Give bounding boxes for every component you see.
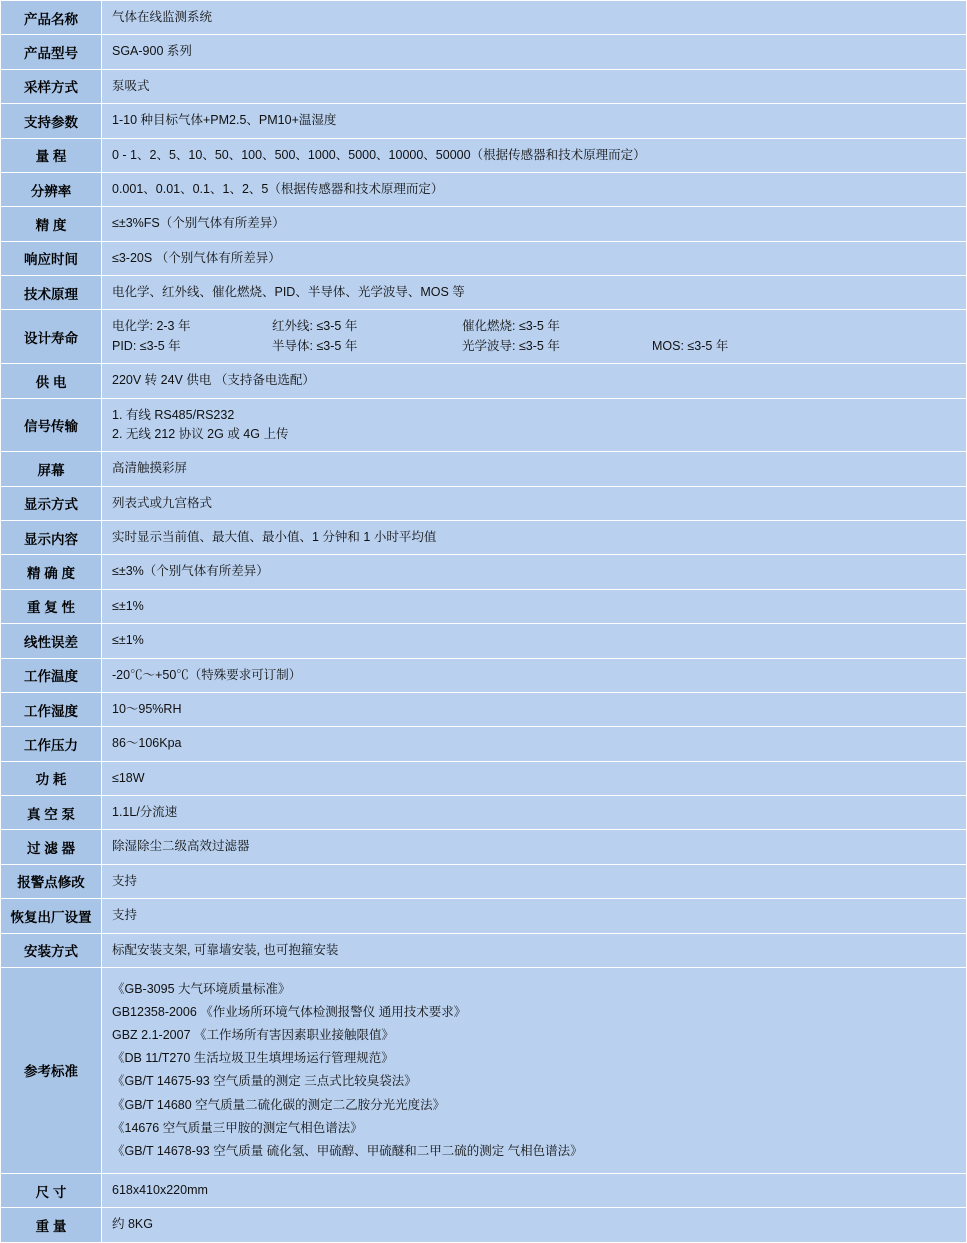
row-value-alarm-point-modification bbox=[102, 864, 967, 898]
row-label-linearity-error: 线性误差 bbox=[1, 624, 102, 658]
row-label-sampling-method: 采样方式 bbox=[1, 69, 102, 103]
table-row bbox=[1, 761, 967, 795]
row-label-supported-parameters: 支持参数 bbox=[1, 104, 102, 138]
table-row bbox=[1, 276, 967, 310]
table-row bbox=[1, 967, 967, 1173]
value-line: 电化学、红外线、催化燃烧、PID、半导体、光学波导、MOS 等 bbox=[112, 285, 465, 299]
design-life-cell: PID: ≤3-5 年 bbox=[112, 338, 181, 353]
table-row bbox=[1, 364, 967, 398]
row-value-power-supply bbox=[102, 364, 967, 398]
row-label-alarm-point-modification: 报警点修改 bbox=[1, 864, 102, 898]
design-life-cell: 催化燃烧: ≤3-5 年 bbox=[462, 319, 560, 334]
row-value-reference-standard bbox=[102, 967, 967, 1173]
row-label-display-mode: 显示方式 bbox=[1, 486, 102, 520]
row-value-weight bbox=[102, 1208, 967, 1242]
value-line: ≤±1% bbox=[112, 598, 144, 613]
table-row bbox=[1, 1, 967, 35]
value-line: 10～95%RH bbox=[112, 701, 182, 716]
value-line: 气体在线监测系统 bbox=[112, 10, 213, 24]
standard-line: 《GB/T 14678-93 空气质量 硫化氢、甲硫醇、甲硫醚和二甲二硫的测定 气相色谱法》 bbox=[112, 1143, 583, 1158]
value-line: 高清触摸彩屏 bbox=[112, 461, 188, 476]
value-line: 标配安装支架, 可靠墙安装, 也可抱箍安装 bbox=[112, 942, 339, 957]
table-row bbox=[1, 241, 967, 275]
value-line: 支持 bbox=[112, 873, 138, 888]
value-line: -20℃～+50℃（特殊要求可订制） bbox=[112, 667, 302, 682]
value-line: 1.1L/分流速 bbox=[112, 805, 178, 819]
row-label-working-humidity: 工作湿度 bbox=[1, 692, 102, 726]
table-row bbox=[1, 624, 967, 658]
row-label-factory-reset: 恢复出厂设置 bbox=[1, 899, 102, 933]
row-value-repeatability bbox=[102, 589, 967, 623]
row-value-working-temperature bbox=[102, 658, 967, 692]
value-line: 618x410x220mm bbox=[112, 1182, 208, 1197]
row-value-display-content bbox=[102, 521, 967, 555]
row-value-factory-reset bbox=[102, 899, 967, 933]
value-line: 1. 有线 RS485/RS232 bbox=[112, 407, 235, 422]
row-label-filter: 过 滤 器 bbox=[1, 830, 102, 864]
table-row bbox=[1, 864, 967, 898]
row-value-resolution bbox=[102, 172, 967, 206]
value-line: 2. 无线 212 协议 2G 或 4G 上传 bbox=[112, 426, 289, 441]
row-value-signal-transmission bbox=[102, 398, 967, 452]
row-label-resolution: 分辨率 bbox=[1, 172, 102, 206]
table-row bbox=[1, 310, 967, 364]
design-life-line bbox=[112, 317, 958, 336]
row-label-screen: 屏幕 bbox=[1, 452, 102, 486]
value-line: 0.001、0.01、0.1、1、2、5（根据传感器和技术原理而定） bbox=[112, 181, 444, 196]
row-value-response-time bbox=[102, 241, 967, 275]
row-label-product-model: 产品型号 bbox=[1, 35, 102, 69]
row-label-range: 量 程 bbox=[1, 138, 102, 172]
value-line: ≤3-20S （个别气体有所差异） bbox=[112, 250, 281, 265]
design-life-cell: MOS: ≤3-5 年 bbox=[652, 338, 729, 353]
row-value-linearity-error bbox=[102, 624, 967, 658]
row-value-product-name bbox=[102, 1, 967, 35]
row-value-sampling-method bbox=[102, 69, 967, 103]
standard-line: 《DB 11/T270 生活垃圾卫生填埋场运行管理规范》 bbox=[112, 1051, 394, 1066]
row-value-installation-method bbox=[102, 933, 967, 967]
row-label-vacuum-pump: 真 空 泵 bbox=[1, 796, 102, 830]
table-row bbox=[1, 172, 967, 206]
table-row bbox=[1, 486, 967, 520]
table-row bbox=[1, 830, 967, 864]
standard-line: 《GB-3095 大气环境质量标准》 bbox=[112, 981, 291, 996]
table-row bbox=[1, 899, 967, 933]
standard-line: 《14676 空气质量三甲胺的测定气相色谱法》 bbox=[112, 1120, 363, 1135]
row-value-display-mode bbox=[102, 486, 967, 520]
row-label-display-content: 显示内容 bbox=[1, 521, 102, 555]
value-line: 约 8KG bbox=[112, 1217, 153, 1232]
value-line: ≤±3%FS（个别气体有所差异） bbox=[112, 216, 285, 231]
row-label-installation-method: 安装方式 bbox=[1, 933, 102, 967]
design-life-line bbox=[112, 337, 958, 356]
table-row bbox=[1, 589, 967, 623]
row-label-design-life: 设计寿命 bbox=[1, 310, 102, 364]
value-line: 支持 bbox=[112, 908, 138, 923]
table-row bbox=[1, 69, 967, 103]
table-row bbox=[1, 452, 967, 486]
row-value-filter bbox=[102, 830, 967, 864]
table-row bbox=[1, 521, 967, 555]
row-value-precision bbox=[102, 555, 967, 589]
table-row bbox=[1, 1173, 967, 1207]
design-life-cell: 光学波导: ≤3-5 年 bbox=[462, 338, 560, 353]
row-value-product-model bbox=[102, 35, 967, 69]
table-row bbox=[1, 1208, 967, 1242]
row-label-working-pressure: 工作压力 bbox=[1, 727, 102, 761]
row-value-design-life bbox=[102, 310, 967, 364]
table-row bbox=[1, 138, 967, 172]
row-value-dimensions bbox=[102, 1173, 967, 1207]
row-label-dimensions: 尺 寸 bbox=[1, 1173, 102, 1207]
value-line: 220V 转 24V 供电 （支持备电选配） bbox=[112, 373, 315, 388]
row-value-accuracy bbox=[102, 207, 967, 241]
standard-line: 《GB/T 14675-93 空气质量的测定 三点式比较臭袋法》 bbox=[112, 1074, 417, 1089]
table-row bbox=[1, 398, 967, 452]
value-line: ≤±3%（个别气体有所差异） bbox=[112, 564, 269, 579]
table-row bbox=[1, 796, 967, 830]
value-line: 1-10 种目标气体+PM2.5、PM10+温湿度 bbox=[112, 113, 337, 128]
value-line: SGA-900 系列 bbox=[112, 44, 192, 59]
row-value-technical-principle bbox=[102, 276, 967, 310]
design-life-cell: 半导体: ≤3-5 年 bbox=[272, 338, 358, 353]
row-label-weight: 重 量 bbox=[1, 1208, 102, 1242]
row-label-power-supply: 供 电 bbox=[1, 364, 102, 398]
row-value-screen bbox=[102, 452, 967, 486]
row-value-power-consumption bbox=[102, 761, 967, 795]
table-row bbox=[1, 35, 967, 69]
row-value-supported-parameters bbox=[102, 104, 967, 138]
row-label-technical-principle: 技术原理 bbox=[1, 276, 102, 310]
spec-table-body bbox=[1, 1, 967, 1243]
table-row bbox=[1, 658, 967, 692]
row-label-working-temperature: 工作温度 bbox=[1, 658, 102, 692]
row-label-response-time: 响应时间 bbox=[1, 241, 102, 275]
row-label-signal-transmission: 信号传输 bbox=[1, 398, 102, 452]
row-label-product-name: 产品名称 bbox=[1, 1, 102, 35]
value-line: 除湿除尘二级高效过滤器 bbox=[112, 839, 250, 854]
value-line: 86～106Kpa bbox=[112, 736, 182, 751]
standard-line: 《GB/T 14680 空气质量二硫化碳的测定二乙胺分光光度法》 bbox=[112, 1097, 446, 1112]
table-row bbox=[1, 207, 967, 241]
row-value-working-pressure bbox=[102, 727, 967, 761]
row-value-working-humidity bbox=[102, 692, 967, 726]
table-row bbox=[1, 933, 967, 967]
row-label-precision: 精 确 度 bbox=[1, 555, 102, 589]
standard-line: GB12358-2006 《作业场所环境气体检测报警仪 通用技术要求》 bbox=[112, 1005, 467, 1019]
table-row bbox=[1, 104, 967, 138]
row-label-power-consumption: 功 耗 bbox=[1, 761, 102, 795]
value-line: ≤18W bbox=[112, 770, 145, 785]
row-label-repeatability: 重 复 性 bbox=[1, 589, 102, 623]
row-value-vacuum-pump bbox=[102, 796, 967, 830]
value-line: 泵吸式 bbox=[112, 78, 150, 93]
row-label-accuracy: 精 度 bbox=[1, 207, 102, 241]
design-life-cell: 电化学: 2-3 年 bbox=[112, 319, 191, 334]
table-row bbox=[1, 727, 967, 761]
row-value-range bbox=[102, 138, 967, 172]
design-life-cell: 红外线: ≤3-5 年 bbox=[272, 319, 358, 334]
table-row bbox=[1, 555, 967, 589]
value-line: 实时显示当前值、最大值、最小值、1 分钟和 1 小时平均值 bbox=[112, 530, 437, 544]
row-label-reference-standard: 参考标准 bbox=[1, 967, 102, 1173]
value-line: 列表式或九宫格式 bbox=[112, 495, 213, 510]
standard-line: GBZ 2.1-2007 《工作场所有害因素职业接触限值》 bbox=[112, 1028, 394, 1043]
value-line: ≤±1% bbox=[112, 633, 144, 648]
value-line: 0 - 1、2、5、10、50、100、500、1000、5000、10000、50000（根据传感器和技术原理而定） bbox=[112, 147, 646, 162]
table-row bbox=[1, 692, 967, 726]
